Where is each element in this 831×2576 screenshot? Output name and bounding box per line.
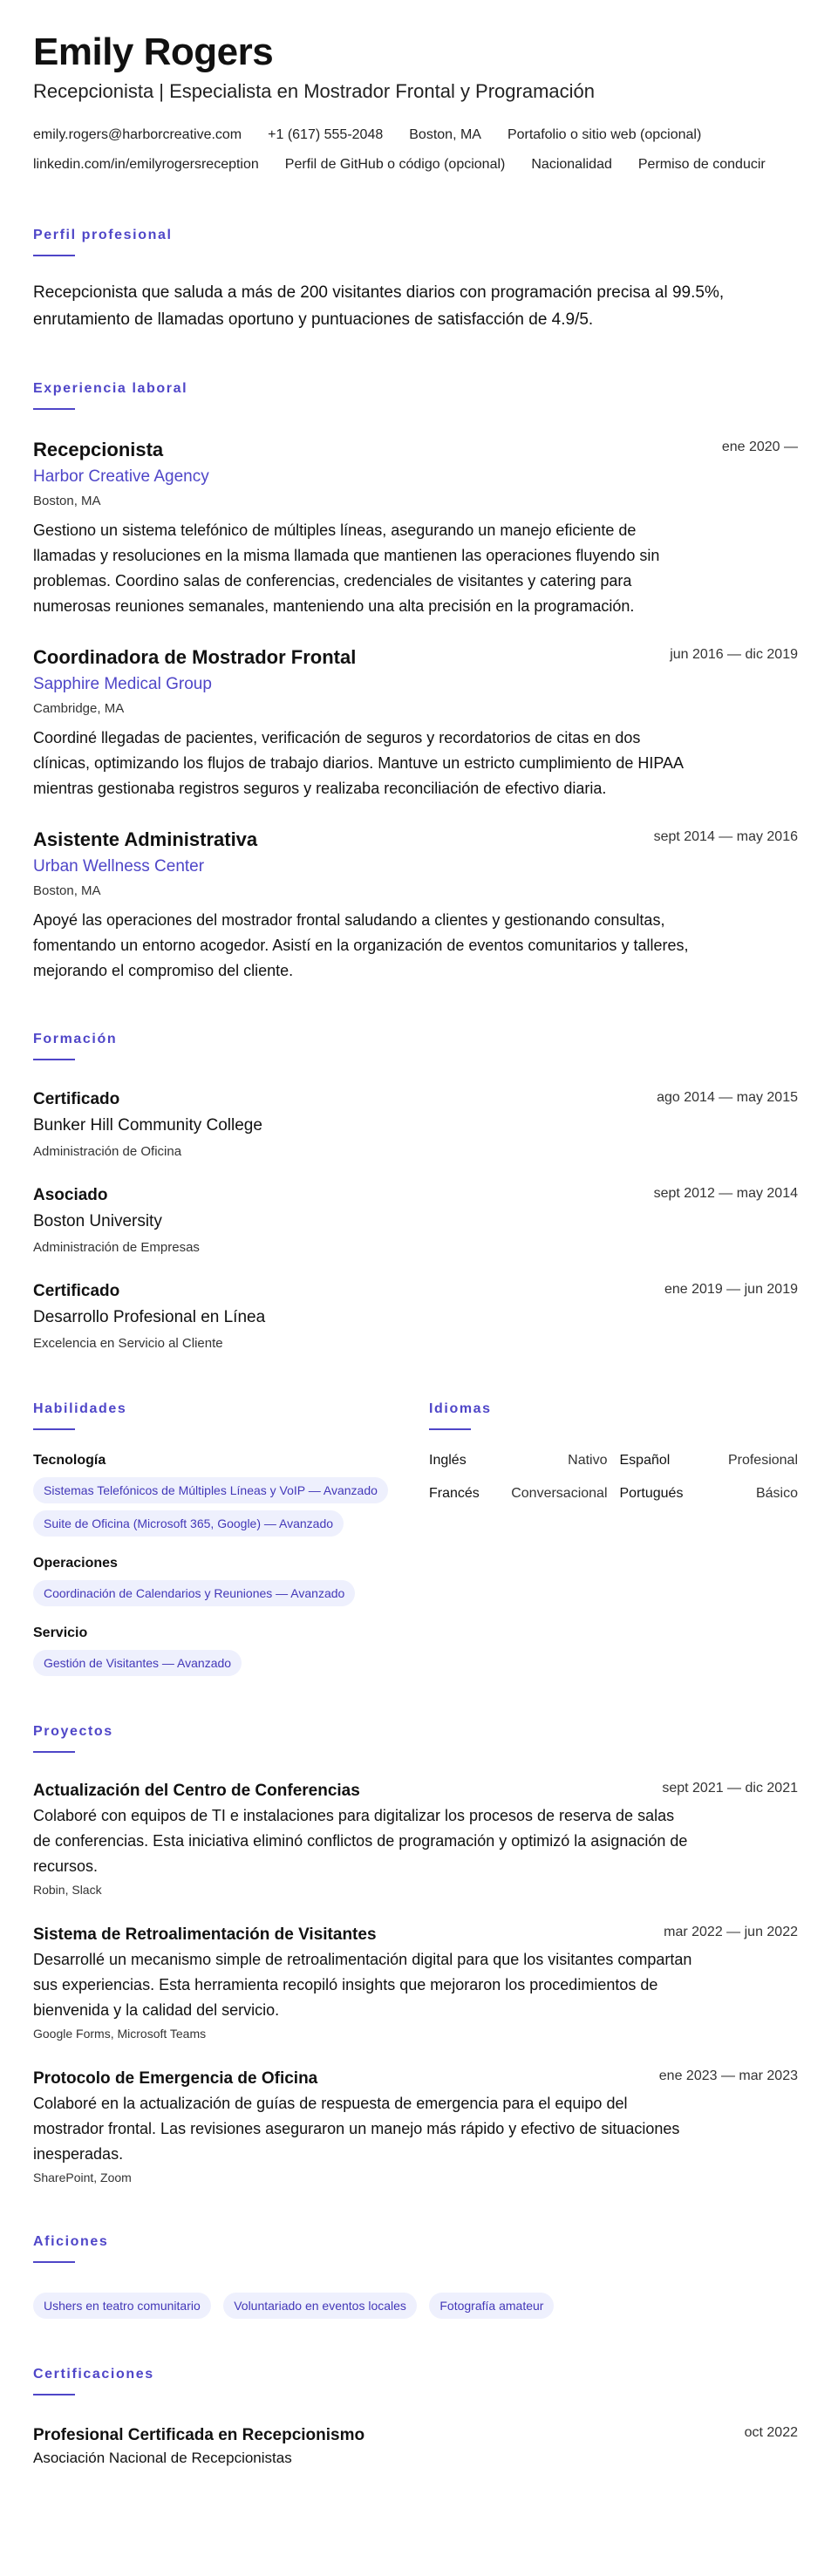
project-date: mar 2022 — jun 2022 <box>664 1925 798 1939</box>
language-list <box>429 1451 798 1517</box>
experience-entry <box>33 828 798 984</box>
experience-company: Urban Wellness Center <box>33 857 205 876</box>
experience-location: Cambridge, MA <box>33 701 125 716</box>
projects-section <box>33 1723 798 2186</box>
hobby-tag: Ushers en teatro comunitario <box>33 2293 211 2319</box>
hobby-tag: Voluntariado en eventos locales <box>223 2293 417 2319</box>
education-field: Administración de Empresas <box>33 1240 200 1255</box>
project-description: Desarrollé un mecanismo simple de retroalimentación digital para que los visitantes compartan sus experiencias. Esta herramienta recopiló insights que mejoraron los procedimientos de bienvenida y la calidad del servicio. <box>33 1951 692 2019</box>
language-level: Básico <box>755 1486 798 1501</box>
language-item <box>429 1484 608 1503</box>
section-title-experience: Experiencia laboral <box>33 381 188 396</box>
education-entry <box>33 1184 798 1257</box>
language-item <box>620 1484 799 1503</box>
experience-role: Coordinadora de Mostrador Frontal <box>33 646 357 668</box>
contact-driving-license: Permiso de conducir <box>637 157 766 172</box>
experience-entry <box>33 438 798 619</box>
experience-company: Harbor Creative Agency <box>33 467 209 486</box>
project-date: ene 2023 — mar 2023 <box>658 2068 798 2083</box>
language-name: Portugués <box>619 1486 684 1501</box>
language-name: Francés <box>429 1486 480 1501</box>
certification-date: oct 2022 <box>744 2425 798 2440</box>
resume-header <box>33 30 798 180</box>
contact-nationality: Nacionalidad <box>531 157 612 172</box>
section-divider <box>429 1428 471 1430</box>
skills-languages-row <box>33 1400 798 1676</box>
certification-entry <box>33 2425 798 2469</box>
project-tools: Google Forms, Microsoft Teams <box>33 2027 207 2041</box>
language-level: Conversacional <box>511 1486 608 1501</box>
section-divider <box>33 2394 75 2395</box>
experience-location: Boston, MA <box>33 883 101 898</box>
project-tools: Robin, Slack <box>33 1883 102 1897</box>
experience-location: Boston, MA <box>33 494 101 508</box>
education-date: ene 2019 — jun 2019 <box>664 1282 798 1297</box>
contact-github[interactable]: Perfil de GitHub o código (opcional) <box>284 157 506 172</box>
education-school: Desarrollo Profesional en Línea <box>33 1308 266 1326</box>
project-tools: SharePoint, Zoom <box>33 2171 132 2184</box>
education-field: Administración de Oficina <box>33 1144 182 1159</box>
language-name: Español <box>619 1453 671 1468</box>
skill-category: Operaciones <box>33 1556 118 1571</box>
skill-tag: Suite de Oficina (Microsoft 365, Google) — Avanzado <box>33 1510 344 1537</box>
skill-tag: Gestión de Visitantes — Avanzado <box>33 1650 242 1676</box>
candidate-name: Emily Rogers <box>33 31 274 73</box>
education-entry <box>33 1088 798 1162</box>
education-degree: Certificado <box>33 1282 120 1300</box>
contact-email[interactable]: emily.rogers@harborcreative.com <box>33 127 242 142</box>
project-date: sept 2021 — dic 2021 <box>662 1781 798 1796</box>
skills-section <box>33 1400 399 1676</box>
experience-description: Apoyé las operaciones del mostrador frontal saludando a clientes y gestionando consultas, fomentando un entorno acogedor. Asistí en la organización de eventos comunitarios y talleres, mejorando el compromiso del cliente. <box>33 911 689 979</box>
experience-entry <box>33 645 798 801</box>
experience-date: jun 2016 — dic 2019 <box>670 647 798 662</box>
education-field: Excelencia en Servicio al Cliente <box>33 1336 223 1351</box>
section-title-summary: Perfil profesional <box>33 228 173 242</box>
project-title: Actualización del Centro de Conferencias <box>33 1782 360 1800</box>
education-degree: Asociado <box>33 1186 108 1204</box>
education-school: Boston University <box>33 1212 162 1230</box>
education-school: Bunker Hill Community College <box>33 1116 262 1135</box>
education-section <box>33 1031 798 1353</box>
skill-tag: Sistemas Telefónicos de Múltiples Líneas y VoIP — Avanzado <box>33 1477 388 1503</box>
skill-group <box>33 1451 399 1537</box>
section-title-projects: Proyectos <box>33 1724 113 1739</box>
section-divider <box>33 1751 75 1753</box>
education-date: ago 2014 — may 2015 <box>657 1090 798 1105</box>
project-entry <box>33 2068 798 2186</box>
experience-date: sept 2014 — may 2016 <box>653 829 798 844</box>
section-title-skills: Habilidades <box>33 1401 127 1416</box>
section-divider <box>33 1428 75 1430</box>
skill-category: Servicio <box>33 1625 88 1640</box>
section-divider <box>33 408 75 410</box>
experience-role: Asistente Administrativa <box>33 828 258 850</box>
hobby-tag: Fotografía amateur <box>429 2293 554 2319</box>
summary-text: Recepcionista que saluda a más de 200 visitantes diarios con programación precisa al 99.5%, enrutamiento de llamadas oportuno y puntuaciones de satisfacción de 4.9/5. <box>33 283 725 329</box>
skill-group <box>33 1624 399 1676</box>
section-divider <box>33 1059 75 1060</box>
skill-tag: Coordinación de Calendarios y Reuniones — Avanzado <box>33 1580 355 1606</box>
education-degree: Certificado <box>33 1090 120 1108</box>
language-item <box>429 1451 608 1470</box>
section-divider <box>33 255 75 256</box>
language-level: Nativo <box>568 1453 608 1468</box>
contact-linkedin[interactable]: linkedin.com/in/emilyrogersreception <box>33 157 259 172</box>
experience-date: ene 2020 — <box>721 440 798 454</box>
summary-section <box>33 227 798 333</box>
project-description: Colaboré con equipos de TI e instalaciones para digitalizar los procesos de reserva de salas de conferencias. Esta iniciativa eliminó conflictos de programación y optimizó la asignación de recursos. <box>33 1807 688 1875</box>
language-level: Profesional <box>727 1453 798 1468</box>
section-title-education: Formación <box>33 1032 118 1046</box>
contact-portfolio[interactable]: Portafolio o sitio web (opcional) <box>507 127 702 142</box>
contact-list <box>33 120 798 180</box>
project-title: Protocolo de Emergencia de Oficina <box>33 2069 318 2088</box>
section-title-hobbies: Aficiones <box>33 2234 109 2249</box>
certification-issuer: Asociación Nacional de Recepcionistas <box>33 2450 292 2466</box>
language-item <box>620 1451 799 1470</box>
hobby-list <box>33 2286 798 2319</box>
experience-description: Coordiné llegadas de pacientes, verificación de seguros y recordatorios de citas en dos clínicas, optimizando los flujos de trabajo diarios. Mantuve un estricto cumplimiento de HIPAA mientras gestionaba registros seguros y realizaba reconciliación de efectivo diaria. <box>33 729 684 797</box>
project-description: Colaboré en la actualización de guías de respuesta de emergencia para el equipo del mostrador frontal. Las revisiones aseguraron un manejo más rápido y efectivo de situaciones inesperadas. <box>33 2095 680 2163</box>
project-entry <box>33 1925 798 2042</box>
contact-location: Boston, MA <box>409 127 481 142</box>
project-entry <box>33 1781 798 1898</box>
certification-name: Profesional Certificada en Recepcionismo <box>33 2426 365 2444</box>
contact-phone[interactable]: +1 (617) 555-2048 <box>268 127 384 142</box>
education-entry <box>33 1280 798 1353</box>
experience-description: Gestiono un sistema telefónico de múltiples líneas, asegurando un manejo eficiente de llamadas y resoluciones en la misma llamada que mantienen las operaciones fluyendo sin problemas. Coordino salas de conferencias, credenciales de visitantes y catering para numerosas reuniones semanales, manteniendo una alta precisión en la programación. <box>33 521 660 615</box>
experience-role: Recepcionista <box>33 439 164 460</box>
project-title: Sistema de Retroalimentación de Visitantes <box>33 1925 377 1944</box>
candidate-headline: Recepcionista | Especialista en Mostrador Frontal y Programación <box>33 80 596 102</box>
languages-section <box>429 1400 798 1676</box>
section-divider <box>33 2261 75 2263</box>
certifications-section <box>33 2366 798 2469</box>
section-title-languages: Idiomas <box>429 1401 492 1416</box>
hobbies-section <box>33 2233 798 2319</box>
language-name: Inglés <box>429 1453 467 1468</box>
education-date: sept 2012 — may 2014 <box>653 1186 798 1201</box>
skill-category: Tecnología <box>33 1453 106 1468</box>
experience-section <box>33 380 798 984</box>
skill-group <box>33 1554 399 1606</box>
experience-company: Sapphire Medical Group <box>33 675 212 693</box>
section-title-certifications: Certificaciones <box>33 2367 154 2382</box>
